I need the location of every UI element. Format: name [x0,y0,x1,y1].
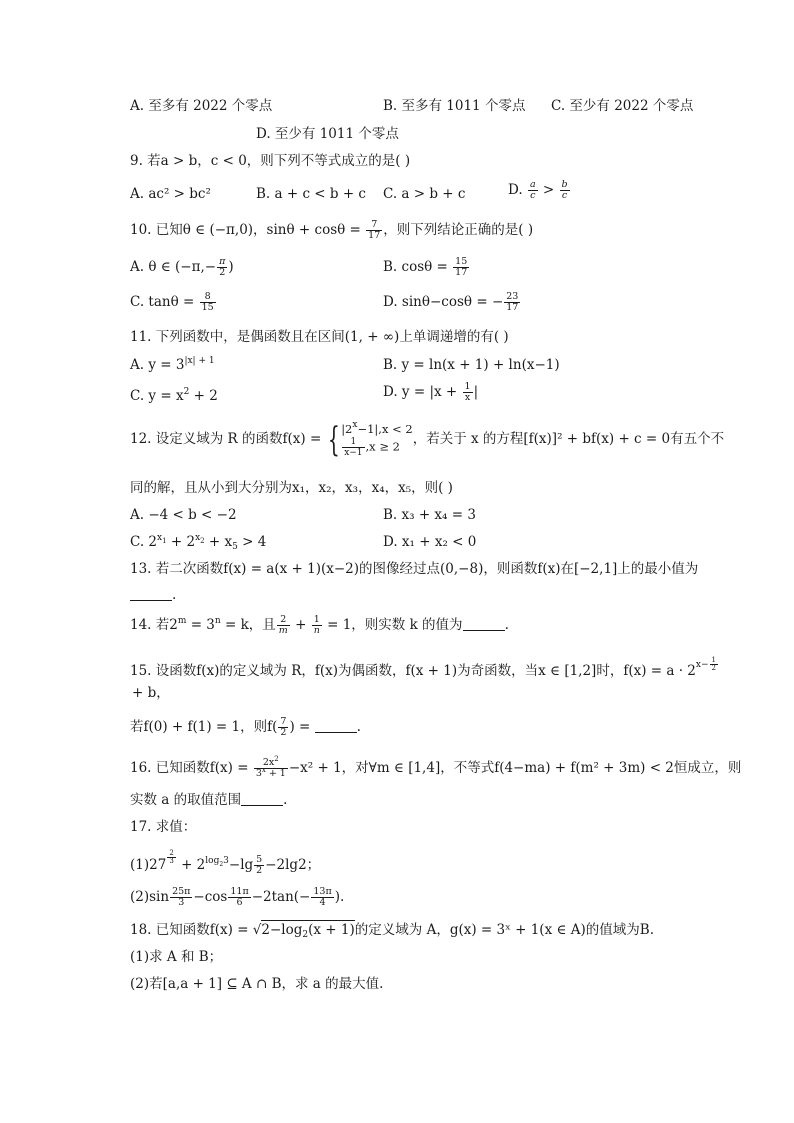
q10-option-b-label: B. cosθ = [383,259,453,275]
q10-option-c: C. tanθ = $\frac{8}{15}$ [130,291,214,313]
q16-stem-cont: 实数 a 的取值范围 . [130,792,288,808]
q15-stem: 15. 设函数f(x)的定义域为 R，f(x)为偶函数，f(x + 1)为奇函数，当x ∈ [1,2]时，$f(x) = a \cdot 2^{x- \frac{1}{2}}$ [130,656,716,679]
q10-option-a: A. θ ∈ (−π,− $\frac{\pi}{2}$ ) [130,256,234,278]
q15-question: 若f(0) + f(1) = 1，则f( $\frac{7}{2}$ ) = . [130,716,361,738]
q12-option-a: A. −4 < b < −2 [130,507,237,523]
q18-part-2: (2)若[a,a + 1] ⊆ A ∩ B，求 a 的最大值. [130,976,384,992]
q11-option-c: C. $y = x^2 + 2$ [130,387,218,404]
q17-stem: 17. 求值： [130,819,197,835]
q12-option-c: C. $2^{x_1} + 2^{x_2} + x_5 > 4$ [130,533,267,552]
q12-option-d: D. x₁ + x₂ < 0 [383,534,477,550]
q8-option-b: B. 至多有 1011 个零点 [383,98,526,114]
q9-option-d: D. $\frac{a}{c}$ > $\frac{b}{c}$ [508,179,568,201]
q12-option-b: B. x₃ + x₄ = 3 [383,507,476,523]
q10-frac-d: 17 [368,230,381,241]
q16-stem: 16. 已知函数f(x) = $\frac{2x^2}{3^x + 1}$ −x² + 1，对∀m ∈ [1,4]，不等式f(4−ma) + f(m² + 3m) < 2恒成立，则 [130,755,742,779]
q15-blank [315,720,357,733]
q10-option-d-label: D. sinθ−cosθ = − [383,294,504,310]
q14-stem: 14. 若$2^m = 3^n = k$，且 $\frac{2}{m}$ + $\frac{1}{n}$ = 1，则实数 k 的值为 . [130,614,509,636]
q12-stem [130,420,724,458]
q10-stem-a: 10. 已知θ ∈ (−π,0)，sinθ + cosθ = [130,222,366,238]
q10-option-d: D. sinθ−cosθ = − $\frac{23}{17}$ [383,291,519,313]
q18-stem-b: 的定义域为 A，g(x) = 3ˣ + 1(x ∈ A)的值域为B. [354,922,654,938]
q8-option-d: D. 至少有 1011 个零点 [256,126,399,142]
q9-option-c: C. a > b + c [383,186,466,202]
q9-option-d-label: D. [508,182,527,198]
q8-option-c: C. 至少有 2022 个零点 [551,98,694,114]
q12-stem-cont: 同的解，且从小到大分别为x₁，x₂，x₃，x₄，x₅，则( ) [130,480,453,496]
piecewise-cases: $|2^x-1|,x < 2$ $\frac{1}{x-1}$ ,x ≥ 2 [341,419,413,458]
q16-line2: 实数 a 的取值范围 [130,792,242,808]
q9-option-b: B. a + c < b + c [256,186,366,202]
q10-option-a-label: A. θ ∈ (−π,− [130,259,217,275]
q12-stem-b: ，若关于 x 的方程[f(x)]² + bf(x) + c = 0有五个不 [412,431,725,447]
q11-option-b: B. y = ln(x + 1) + ln(x−1) [383,357,560,373]
q10-option-b: B. cosθ = $\frac{15}{17}$ [383,256,468,278]
q16-blank [241,793,283,806]
q18-part-1: (1)求 A 和 B； [130,949,223,965]
q15-question-b: ) = [289,719,315,735]
piecewise-brace: { [327,419,340,460]
q17-part-1: (1)27 $^{\frac{2}{3}}$ + $2^{log_23}-\lg$ $\frac{5}{2}$ −2lg2； [130,849,321,876]
q15-question-a: 若f(0) + f(1) = 1，则f( [130,719,278,735]
q14-stem-tail: ，则实数 k 的值为 [351,617,463,633]
q10-stem [130,220,533,241]
q9-option-a: A. ac² > bc² [130,186,211,202]
q13-blank [130,588,172,601]
q10-frac-n: 7 [366,220,382,231]
q16-stem-mid: −x² + 1，对∀m ∈ [1,4]，不等式f(4−ma) + f(m² + 3m) < 2恒成立，则 [288,760,742,776]
q15-stem-cont: + b， [132,685,170,701]
q14-blank [463,618,505,631]
q13-answer-line: . [130,586,176,604]
q15-stem-text: 15. 设函数f(x)的定义域为 R，f(x)为偶函数，f(x + 1)为奇函数，当x ∈ [1,2]时，f(x) = a · 2 [130,663,696,679]
q12-stem-a: 12. 设定义域为 R 的函数f(x) = [130,431,326,447]
q11-option-a: A. $y = 3^{|x| + 1}$ [130,356,215,373]
q11-stem: 11. 下列函数中，是偶函数且在区间(1, + ∞)上单调递增的有( ) [130,329,509,345]
q10-option-c-label: C. tanθ = [130,294,199,310]
q17-part-2: (2)sin $\frac{25\pi}{3}$ −cos $\frac{11\pi}{6}$ −2tan(− $\frac{13\pi}{4}$ ). [130,886,345,908]
q18-stem: 18. 已知函数$f(x) = √2-\log_2(x + 1)$的定义域为 A，g(x) = 3ˣ + 1(x ∈ A)的值域为B. [130,922,654,940]
q9-stem: 9. 若a > b，c < 0，则下列不等式成立的是( ) [130,153,411,169]
q11-option-d: D. y = |x + $\frac{1}{x}$ | [383,381,479,403]
q13-stem: 13. 若二次函数f(x) = a(x + 1)(x−2)的图像经过点(0,−8)，则函数f(x)在[−2,1]上的最小值为 [130,561,699,577]
q10-stem-b: ，则下列结论正确的是( ) [383,222,534,238]
q8-option-a: A. 至多有 2022 个零点 [130,98,273,114]
